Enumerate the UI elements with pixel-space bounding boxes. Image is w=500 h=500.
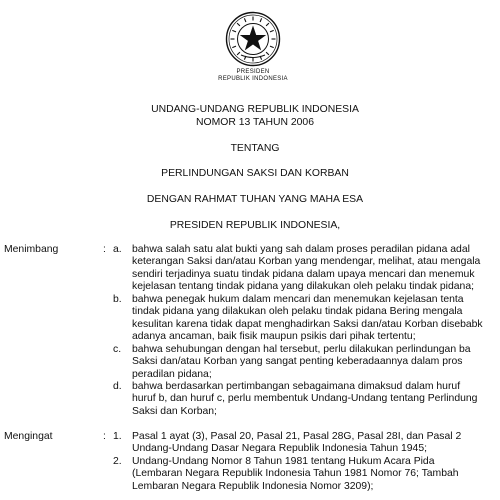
- text-line: sendiri terjadinya suatu tindak pidana dalam upaya mencari dan menemuk: [132, 268, 475, 280]
- law-title: UNDANG-UNDANG REPUBLIK INDONESIA: [151, 104, 359, 115]
- menimbang-item-b-marker: b.: [113, 294, 122, 305]
- text-line: bahwa berdasarkan pertimbangan sebagaimana dimaksud dalam huruf: [132, 381, 461, 392]
- text-line: Saksi dan Korban;: [132, 405, 217, 417]
- menimbang-item-a-marker: a.: [113, 244, 122, 255]
- text-line: peradilan pidana;: [132, 368, 212, 380]
- blessing-line: DENGAN RAHMAT TUHAN YANG MAHA ESA: [146, 194, 364, 205]
- menimbang-item-d: [132, 381, 477, 418]
- mengingat-item-2-marker: 2.: [113, 456, 122, 467]
- seal-caption: [200, 69, 306, 83]
- text-line: Pasal 1 ayat (3), Pasal 20, Pasal 21, Pasal 28G, Pasal 28I, dan Pasal 2: [132, 431, 462, 442]
- garuda-seal-icon: [225, 11, 281, 67]
- menimbang-item-b: [132, 294, 483, 344]
- menimbang-item-d-marker: d.: [113, 381, 122, 392]
- president-line: PRESIDEN REPUBLIK INDONESIA,: [169, 220, 341, 231]
- mengingat-item-2: [132, 456, 459, 493]
- mengingat-colon: :: [103, 431, 106, 442]
- text-line: kesulitan karena tidak dapat menghadirkan Saksi dan/atau Korban disebabk: [132, 318, 483, 330]
- law-subject: PERLINDUNGAN SAKSI DAN KORBAN: [161, 168, 349, 179]
- text-line: bahwa sehubungan dengan hal tersebut, perlu dilakukan perlindungan ba: [132, 344, 471, 355]
- text-line: keterangan Saksi dan/atau Korban yang mendengar, melihat, atau mengala: [132, 256, 481, 268]
- text-line: tindak pidana yang dilakukan oleh pelaku tindak pidana Bering mengala: [132, 306, 463, 318]
- text-line: kejelasan tentang tindak pidana yang dilakukan oleh pelaku tindak pidana;: [132, 281, 474, 293]
- menimbang-item-a: [132, 244, 480, 294]
- menimbang-item-c: [132, 344, 471, 381]
- seal-caption-line: PRESIDEN: [236, 69, 270, 75]
- text-line: Undang-Undang Dasar Negara Republik Indonesia Tahun 1945;: [132, 443, 427, 455]
- mengingat-item-1: [132, 431, 461, 456]
- text-line: Lembaran Negara Republik Indonesia Nomor 3209);: [132, 480, 374, 492]
- text-line: huruf b, dan huruf c, perlu membentuk Undang-Undang tentang Perlindung: [132, 393, 478, 405]
- menimbang-item-c-marker: c.: [113, 344, 122, 355]
- menimbang-label: Menimbang: [4, 244, 59, 255]
- text-line: bahwa penegak hukum dalam mencari dan menemukan kejelasan tenta: [132, 294, 464, 305]
- mengingat-item-1-marker: 1.: [113, 431, 122, 442]
- menimbang-colon: :: [103, 244, 106, 255]
- text-line: (Lembaran Negara Republik Indonesia Tahun 1981 Nomor 76; Tambah: [132, 468, 459, 480]
- text-line: bahwa salah satu alat bukti yang sah dalam proses peradilan pidana adal: [132, 244, 470, 255]
- tentang-heading: TENTANG: [230, 143, 280, 154]
- mengingat-label: Mengingat: [4, 431, 53, 442]
- law-number: NOMOR 13 TAHUN 2006: [196, 117, 314, 128]
- text-line: adanya ancaman, baik fisik maupun psikis dari pihak tertentu;: [132, 331, 416, 343]
- text-line: Undang-Undang Nomor 8 Tahun 1981 tentang Hukum Acara Pida: [132, 456, 435, 467]
- seal-caption-line: REPUBLIK INDONESIA: [218, 76, 288, 82]
- text-line: Saksi dan/atau Korban yang sangat penting keberadaannya dalam pros: [132, 356, 463, 368]
